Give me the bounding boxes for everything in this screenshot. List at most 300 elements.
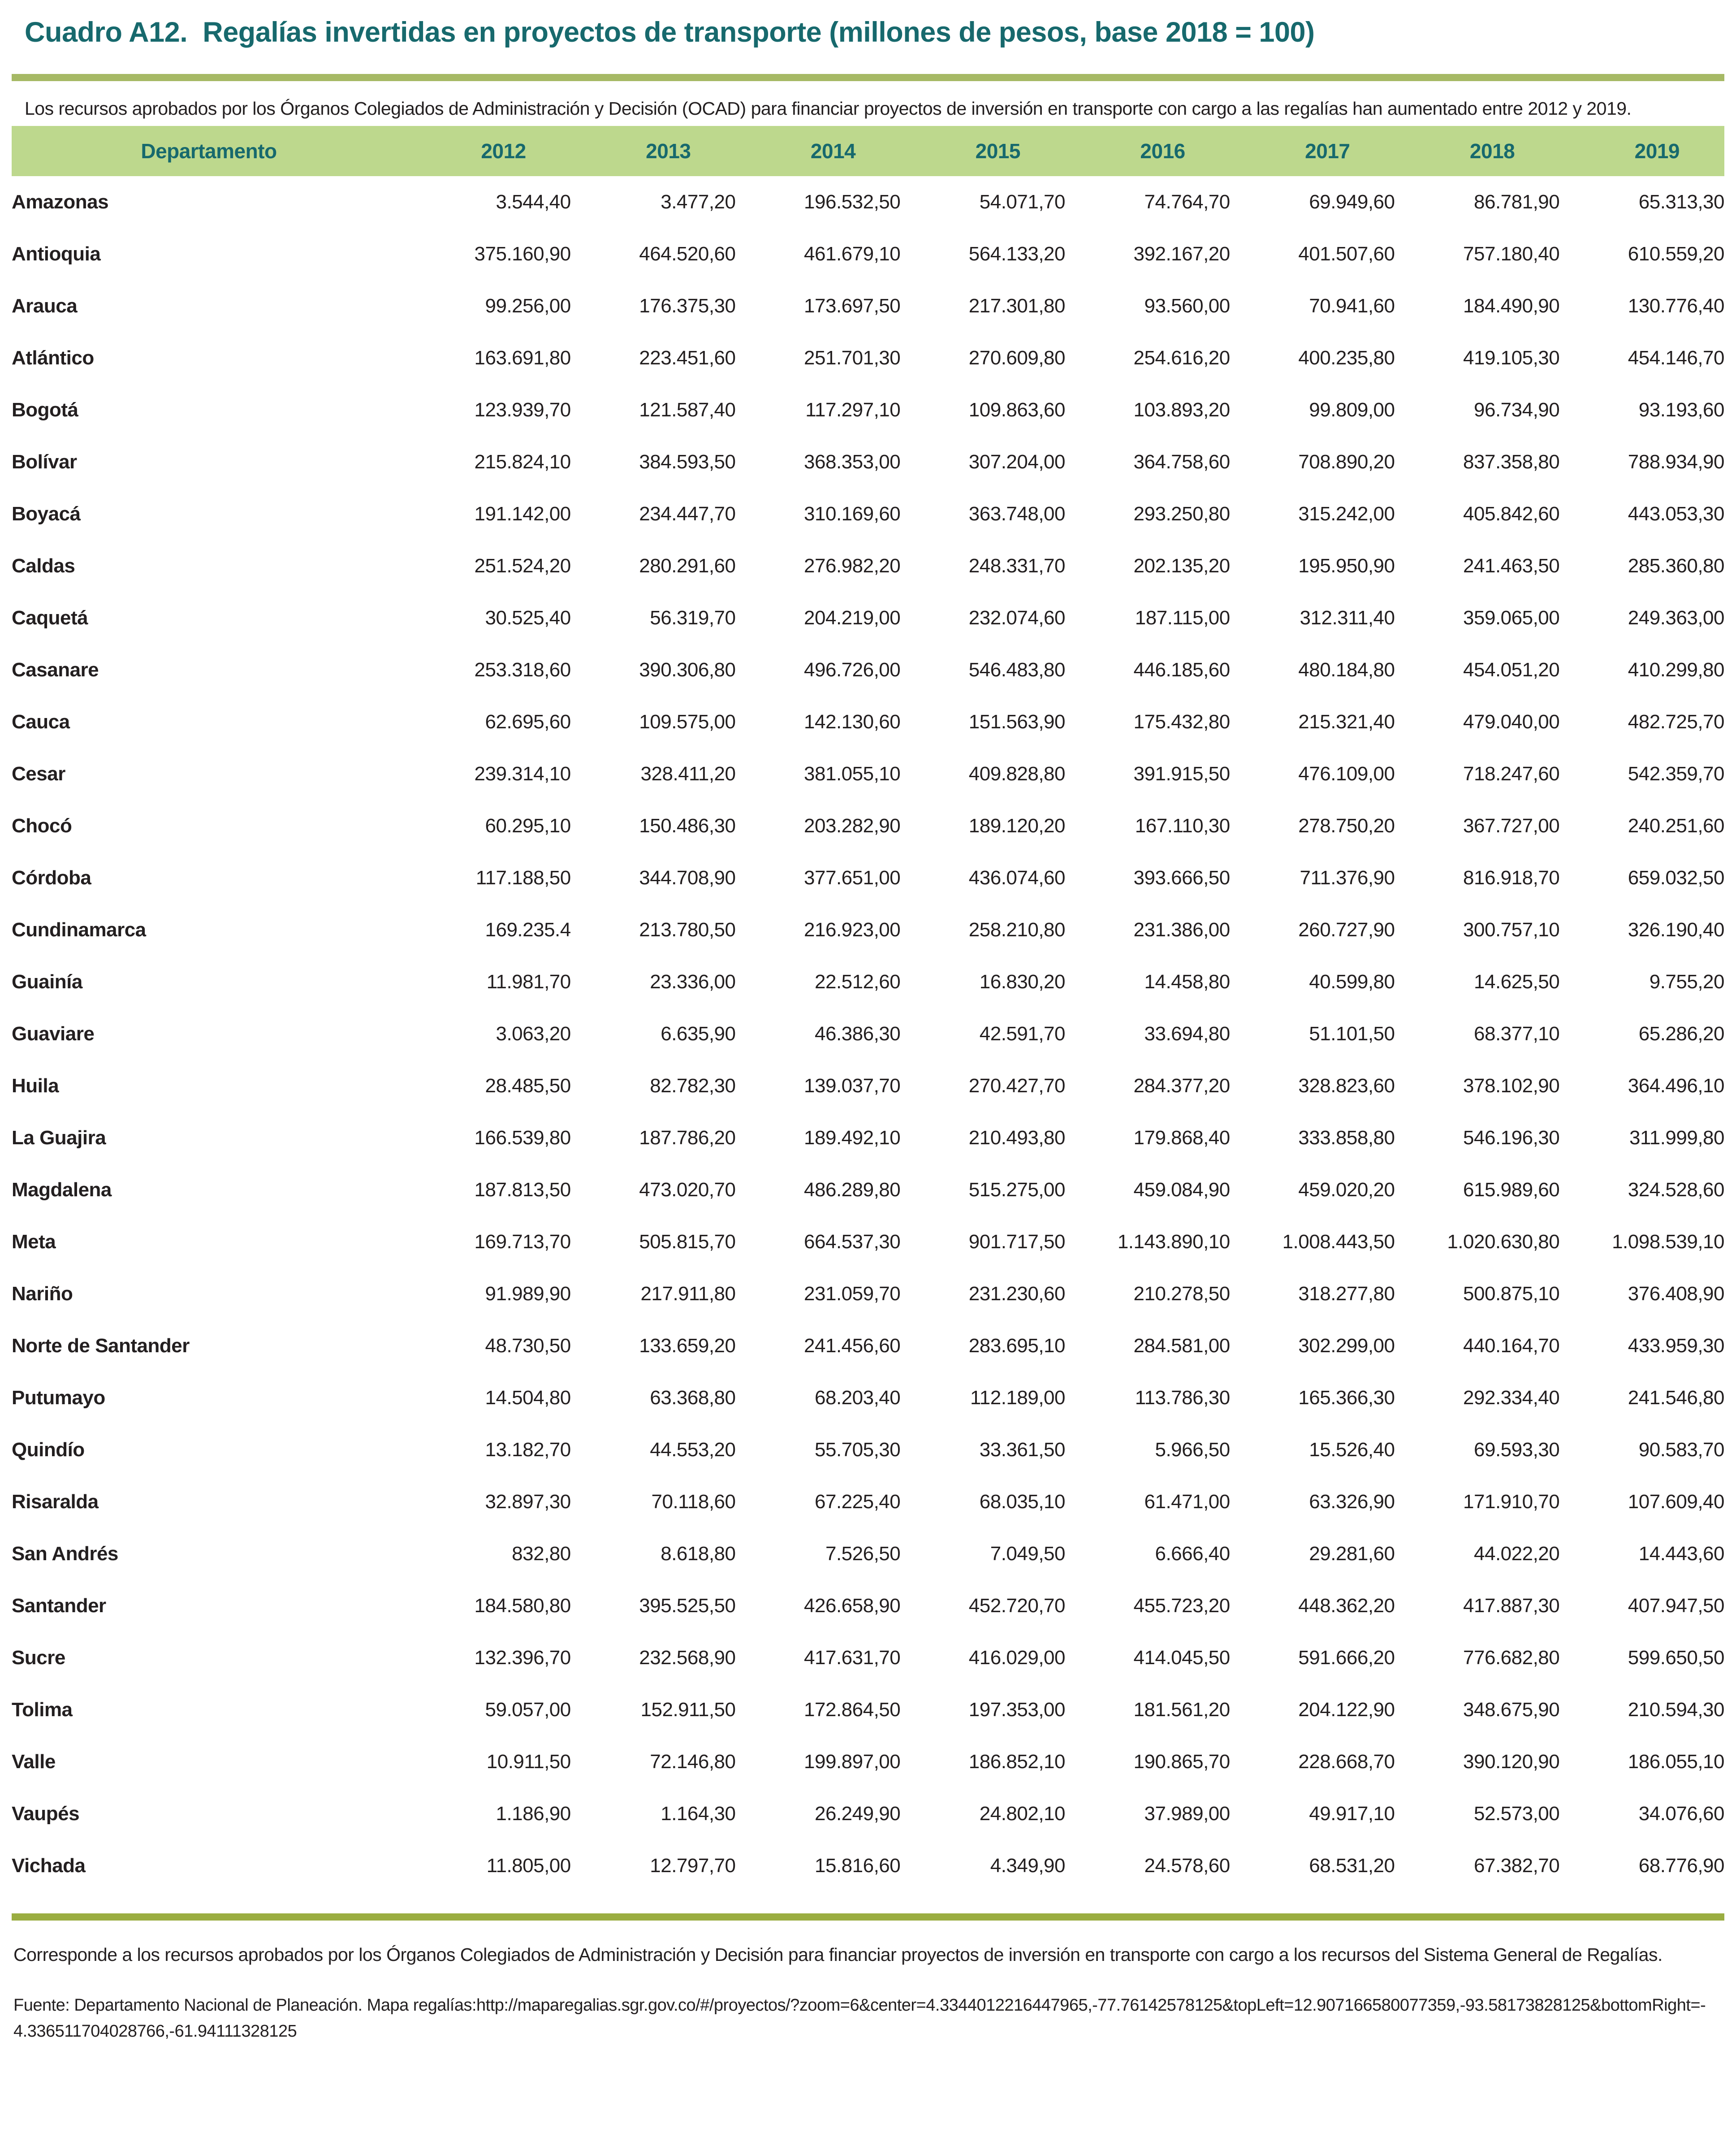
value-cell: 204.219,00 xyxy=(804,607,901,629)
value-cell: 107.609,40 xyxy=(1628,1491,1724,1513)
table-row xyxy=(12,228,1724,280)
value-cell: 344.708,90 xyxy=(639,867,736,889)
value-cell: 599.650,50 xyxy=(1628,1647,1724,1669)
value-cell: 49.917,10 xyxy=(1309,1803,1395,1825)
value-cell: 11.981,70 xyxy=(486,971,571,993)
value-cell: 496.726,00 xyxy=(804,659,901,681)
value-cell: 258.210,80 xyxy=(968,919,1065,941)
value-cell: 433.959,30 xyxy=(1628,1335,1724,1357)
value-cell: 448.362,20 xyxy=(1298,1595,1395,1617)
value-cell: 103.893,20 xyxy=(1133,399,1230,421)
value-cell: 22.512,60 xyxy=(815,971,901,993)
value-cell: 54.071,70 xyxy=(979,191,1065,213)
value-cell: 169.713,70 xyxy=(474,1231,571,1253)
department-name: Cauca xyxy=(12,711,70,733)
value-cell: 37.989,00 xyxy=(1144,1803,1230,1825)
value-cell: 82.782,30 xyxy=(650,1075,736,1097)
value-cell: 61.471,00 xyxy=(1144,1491,1230,1513)
value-cell: 195.950,90 xyxy=(1298,555,1395,577)
value-cell: 452.720,70 xyxy=(968,1595,1065,1617)
value-cell: 29.281,60 xyxy=(1309,1543,1395,1565)
value-cell: 166.539,80 xyxy=(474,1127,571,1149)
value-cell: 367.727,00 xyxy=(1463,815,1560,837)
value-cell: 210.278,50 xyxy=(1133,1283,1230,1305)
value-cell: 130.776,40 xyxy=(1628,295,1724,317)
value-cell: 133.659,20 xyxy=(639,1335,736,1357)
value-cell: 901.717,50 xyxy=(968,1231,1065,1253)
value-cell: 213.780,50 xyxy=(639,919,736,941)
value-cell: 391.915,50 xyxy=(1133,763,1230,785)
value-cell: 91.989,90 xyxy=(485,1283,571,1305)
value-cell: 74.764,70 xyxy=(1144,191,1230,213)
value-cell: 232.568,90 xyxy=(639,1647,736,1669)
value-cell: 293.250,80 xyxy=(1133,503,1230,525)
value-cell: 285.360,80 xyxy=(1628,555,1724,577)
value-cell: 187.813,50 xyxy=(474,1179,571,1201)
column-header-2012: 2012 xyxy=(406,126,571,176)
value-cell: 3.544,40 xyxy=(496,191,571,213)
value-cell: 16.830,20 xyxy=(979,971,1065,993)
department-name: Tolima xyxy=(12,1699,73,1721)
value-cell: 139.037,70 xyxy=(804,1075,901,1097)
value-cell: 414.045,50 xyxy=(1133,1647,1230,1669)
value-cell: 392.167,20 xyxy=(1133,243,1230,265)
table-note: Corresponde a los recursos aprobados por los Órganos Colegiados de Administración y Decisión para financiar proyectos de inversión en transporte con cargo a los recursos del Sistema General de Regalías. xyxy=(13,1944,1663,1965)
header-row xyxy=(12,126,1724,176)
value-cell: 711.376,90 xyxy=(1300,867,1395,889)
value-cell: 70.941,60 xyxy=(1309,295,1395,317)
value-cell: 377.651,00 xyxy=(804,867,901,889)
value-cell: 1.164,30 xyxy=(661,1803,736,1825)
value-cell: 249.363,00 xyxy=(1628,607,1724,629)
value-cell: 199.897,00 xyxy=(804,1751,901,1773)
value-cell: 7.049,50 xyxy=(990,1543,1065,1565)
value-cell: 172.864,50 xyxy=(804,1699,901,1721)
department-name: Arauca xyxy=(12,295,78,317)
value-cell: 8.618,80 xyxy=(661,1543,736,1565)
value-cell: 165.366,30 xyxy=(1298,1387,1395,1409)
table-row xyxy=(12,1320,1724,1372)
table-row xyxy=(12,1060,1724,1112)
table-row xyxy=(12,956,1724,1008)
value-cell: 480.184,80 xyxy=(1298,659,1395,681)
value-cell: 34.076,60 xyxy=(1638,1803,1724,1825)
table-row xyxy=(12,1528,1724,1580)
table-row xyxy=(12,748,1724,800)
value-cell: 324.528,60 xyxy=(1628,1179,1724,1201)
value-cell: 1.186,90 xyxy=(496,1803,571,1825)
value-cell: 204.122,90 xyxy=(1298,1699,1395,1721)
value-cell: 167.110,30 xyxy=(1135,815,1230,837)
value-cell: 708.890,20 xyxy=(1298,451,1395,473)
table-row xyxy=(12,1372,1724,1424)
value-cell: 1.143.890,10 xyxy=(1117,1231,1230,1253)
value-cell: 60.295,10 xyxy=(485,815,571,837)
value-cell: 117.188,50 xyxy=(475,867,571,889)
value-cell: 14.504,80 xyxy=(485,1387,571,1409)
column-header-2013: 2013 xyxy=(571,126,736,176)
value-cell: 14.625,50 xyxy=(1474,971,1560,993)
value-cell: 333.858,80 xyxy=(1298,1127,1395,1149)
value-cell: 215.824,10 xyxy=(474,451,571,473)
value-cell: 363.748,00 xyxy=(968,503,1065,525)
department-name: Bolívar xyxy=(12,451,77,473)
value-cell: 464.520,60 xyxy=(639,243,736,265)
value-cell: 3.477,20 xyxy=(661,191,736,213)
department-name: Atlántico xyxy=(12,347,94,369)
value-cell: 459.084,90 xyxy=(1133,1179,1230,1201)
value-cell: 48.730,50 xyxy=(485,1335,571,1357)
department-name: Guaviare xyxy=(12,1023,95,1045)
value-cell: 410.299,80 xyxy=(1628,659,1724,681)
table-row xyxy=(12,696,1724,748)
value-cell: 196.532,50 xyxy=(804,191,901,213)
value-cell: 68.776,90 xyxy=(1638,1855,1724,1877)
table-row xyxy=(12,644,1724,696)
value-cell: 542.359,70 xyxy=(1628,763,1724,785)
table-row xyxy=(12,1788,1724,1840)
value-cell: 1.020.630,80 xyxy=(1447,1231,1560,1253)
value-cell: 179.868,40 xyxy=(1133,1127,1230,1149)
table-row xyxy=(12,592,1724,644)
value-cell: 405.842,60 xyxy=(1463,503,1560,525)
department-name: Boyacá xyxy=(12,503,81,525)
table-row xyxy=(12,1840,1724,1892)
department-name: Putumayo xyxy=(12,1387,105,1409)
column-header-2018: 2018 xyxy=(1395,126,1560,176)
value-cell: 395.525,50 xyxy=(639,1595,736,1617)
value-cell: 186.852,10 xyxy=(968,1751,1065,1773)
value-cell: 757.180,40 xyxy=(1463,243,1560,265)
value-cell: 86.781,90 xyxy=(1474,191,1560,213)
value-cell: 251.701,30 xyxy=(804,347,901,369)
value-cell: 9.755,20 xyxy=(1649,971,1724,993)
value-cell: 13.182,70 xyxy=(485,1439,571,1461)
value-cell: 459.020,20 xyxy=(1298,1179,1395,1201)
value-cell: 454.146,70 xyxy=(1628,347,1724,369)
value-cell: 231.059,70 xyxy=(804,1283,901,1305)
department-name: Bogotá xyxy=(12,399,78,421)
value-cell: 615.989,60 xyxy=(1463,1179,1560,1201)
department-name: Caldas xyxy=(12,555,75,577)
value-cell: 67.382,70 xyxy=(1474,1855,1560,1877)
value-cell: 68.035,10 xyxy=(979,1491,1065,1513)
value-cell: 376.408,90 xyxy=(1628,1283,1724,1305)
value-cell: 63.326,90 xyxy=(1309,1491,1395,1513)
value-cell: 210.594,30 xyxy=(1628,1699,1724,1721)
source-text: Fuente: Departamento Nacional de Planeación. Mapa regalías:http://maparegalias.sgr.gov.co/#/proyectos/?zoom=6&center=4.3344012216447965,-77.76142578125&topLeft=12.907166580077359,-93.58173828125&bottomRight=-4.336511704028766,-61.94111328125 xyxy=(13,1996,1706,2041)
value-cell: 409.828,80 xyxy=(968,763,1065,785)
value-cell: 176.375,30 xyxy=(639,295,736,317)
department-name: Santander xyxy=(12,1595,106,1617)
value-cell: 461.679,10 xyxy=(804,243,901,265)
value-cell: 46.386,30 xyxy=(815,1023,901,1045)
value-cell: 123.939,70 xyxy=(474,399,571,421)
value-cell: 42.591,70 xyxy=(979,1023,1065,1045)
value-cell: 67.225,40 xyxy=(815,1491,901,1513)
department-name: Huila xyxy=(12,1075,59,1097)
department-name: Guainía xyxy=(12,971,82,993)
value-cell: 310.169,60 xyxy=(804,503,901,525)
table-row xyxy=(12,1268,1724,1320)
value-cell: 216.923,00 xyxy=(804,919,901,941)
value-cell: 1.098.539,10 xyxy=(1612,1231,1724,1253)
value-cell: 55.705,30 xyxy=(815,1439,901,1461)
value-cell: 280.291,60 xyxy=(639,555,736,577)
department-name: Vaupés xyxy=(12,1803,80,1825)
value-cell: 197.353,00 xyxy=(968,1699,1065,1721)
value-cell: 328.411,20 xyxy=(640,763,736,785)
value-cell: 300.757,10 xyxy=(1463,919,1560,941)
value-cell: 40.599,80 xyxy=(1309,971,1395,993)
value-cell: 163.691,80 xyxy=(474,347,571,369)
value-cell: 72.146,80 xyxy=(650,1751,736,1773)
value-cell: 113.786,30 xyxy=(1135,1387,1230,1409)
table-row xyxy=(12,176,1724,228)
table-row xyxy=(12,1476,1724,1528)
value-cell: 401.507,60 xyxy=(1298,243,1395,265)
department-name: Antioquia xyxy=(12,243,101,265)
value-cell: 181.561,20 xyxy=(1133,1699,1230,1721)
value-cell: 112.189,00 xyxy=(970,1387,1065,1409)
value-cell: 407.947,50 xyxy=(1628,1595,1724,1617)
value-cell: 482.725,70 xyxy=(1628,711,1724,733)
value-cell: 189.120,20 xyxy=(968,815,1065,837)
department-name: Caquetá xyxy=(12,607,88,629)
value-cell: 93.193,60 xyxy=(1638,399,1724,421)
table-row xyxy=(12,332,1724,384)
value-cell: 251.524,20 xyxy=(474,555,571,577)
column-header-departamento: Departamento xyxy=(12,126,406,176)
table-row xyxy=(12,1112,1724,1164)
value-cell: 69.593,30 xyxy=(1474,1439,1560,1461)
value-cell: 1.008.443,50 xyxy=(1282,1231,1395,1253)
table-row xyxy=(12,280,1724,332)
value-cell: 326.190,40 xyxy=(1628,919,1724,941)
value-cell: 479.040,00 xyxy=(1463,711,1560,733)
value-cell: 231.230,60 xyxy=(968,1283,1065,1305)
value-cell: 12.797,70 xyxy=(650,1855,736,1877)
value-cell: 44.553,20 xyxy=(650,1439,736,1461)
value-cell: 378.102,90 xyxy=(1463,1075,1560,1097)
value-cell: 546.196,30 xyxy=(1463,1127,1560,1149)
value-cell: 203.282,90 xyxy=(804,815,901,837)
value-cell: 419.105,30 xyxy=(1463,347,1560,369)
value-cell: 68.377,10 xyxy=(1474,1023,1560,1045)
table-row xyxy=(12,852,1724,904)
value-cell: 454.051,20 xyxy=(1463,659,1560,681)
value-cell: 184.580,80 xyxy=(474,1595,571,1617)
regalias-transporte-table xyxy=(12,126,1724,1892)
value-cell: 239.314,10 xyxy=(474,763,571,785)
value-cell: 190.865,70 xyxy=(1133,1751,1230,1773)
value-cell: 151.563,90 xyxy=(968,711,1065,733)
table-bottom-rule xyxy=(12,1913,1724,1921)
value-cell: 15.526,40 xyxy=(1309,1439,1395,1461)
value-cell: 253.318,60 xyxy=(474,659,571,681)
value-cell: 284.377,20 xyxy=(1133,1075,1230,1097)
value-cell: 381.055,10 xyxy=(804,763,901,785)
value-cell: 24.578,60 xyxy=(1144,1855,1230,1877)
value-cell: 440.164,70 xyxy=(1463,1335,1560,1357)
value-cell: 10.911,50 xyxy=(486,1751,571,1773)
value-cell: 426.658,90 xyxy=(804,1595,901,1617)
document-page xyxy=(0,15,1736,2133)
value-cell: 11.805,00 xyxy=(486,1855,571,1877)
department-name: Norte de Santander xyxy=(12,1335,190,1357)
department-name: San Andrés xyxy=(12,1543,118,1565)
value-cell: 311.999,80 xyxy=(1629,1127,1724,1149)
value-cell: 364.496,10 xyxy=(1628,1075,1724,1097)
value-cell: 117.297,10 xyxy=(805,399,901,421)
value-cell: 348.675,90 xyxy=(1463,1699,1560,1721)
value-cell: 65.286,20 xyxy=(1638,1023,1724,1045)
table-body xyxy=(12,176,1724,1892)
value-cell: 59.057,00 xyxy=(485,1699,571,1721)
table-row xyxy=(12,1684,1724,1736)
value-cell: 69.949,60 xyxy=(1309,191,1395,213)
table-row xyxy=(12,384,1724,436)
value-cell: 318.277,80 xyxy=(1298,1283,1395,1305)
table-row xyxy=(12,1216,1724,1268)
value-cell: 283.695,10 xyxy=(968,1335,1065,1357)
value-cell: 564.133,20 xyxy=(968,243,1065,265)
value-cell: 7.526,50 xyxy=(825,1543,901,1565)
value-cell: 417.887,30 xyxy=(1463,1595,1560,1617)
value-cell: 610.559,20 xyxy=(1628,243,1724,265)
department-name: Amazonas xyxy=(12,191,109,213)
department-name: Chocó xyxy=(12,815,72,837)
value-cell: 93.560,00 xyxy=(1144,295,1230,317)
title-rule xyxy=(12,74,1724,81)
value-cell: 173.697,50 xyxy=(804,295,901,317)
column-header-2014: 2014 xyxy=(736,126,901,176)
value-cell: 99.809,00 xyxy=(1309,399,1395,421)
value-cell: 248.331,70 xyxy=(968,555,1065,577)
value-cell: 302.299,00 xyxy=(1298,1335,1395,1357)
value-cell: 23.336,00 xyxy=(650,971,736,993)
value-cell: 109.863,60 xyxy=(968,399,1065,421)
value-cell: 270.609,80 xyxy=(968,347,1065,369)
value-cell: 718.247,60 xyxy=(1463,763,1560,785)
value-cell: 109.575,00 xyxy=(639,711,736,733)
value-cell: 278.750,20 xyxy=(1298,815,1395,837)
department-name: Risaralda xyxy=(12,1491,99,1513)
value-cell: 56.319,70 xyxy=(650,607,736,629)
value-cell: 359.065,00 xyxy=(1463,607,1560,629)
value-cell: 4.349,90 xyxy=(990,1855,1065,1877)
value-cell: 175.432,80 xyxy=(1133,711,1230,733)
value-cell: 241.456,60 xyxy=(804,1335,901,1357)
value-cell: 169.235.4 xyxy=(485,919,571,941)
value-cell: 132.396,70 xyxy=(474,1647,571,1669)
value-cell: 307.204,00 xyxy=(968,451,1065,473)
value-cell: 292.334,40 xyxy=(1463,1387,1560,1409)
value-cell: 70.118,60 xyxy=(651,1491,736,1513)
value-cell: 150.486,30 xyxy=(639,815,736,837)
table-row xyxy=(12,1008,1724,1060)
value-cell: 44.022,20 xyxy=(1474,1543,1560,1565)
value-cell: 375.160,90 xyxy=(474,243,571,265)
table-row xyxy=(12,800,1724,852)
value-cell: 240.251,60 xyxy=(1628,815,1724,837)
value-cell: 6.635,90 xyxy=(661,1023,736,1045)
value-cell: 816.918,70 xyxy=(1463,867,1560,889)
value-cell: 24.802,10 xyxy=(979,1803,1065,1825)
value-cell: 62.695,60 xyxy=(485,711,571,733)
department-name: Cesar xyxy=(12,763,65,785)
value-cell: 121.587,40 xyxy=(639,399,736,421)
value-cell: 328.823,60 xyxy=(1298,1075,1395,1097)
value-cell: 515.275,00 xyxy=(968,1179,1065,1201)
value-cell: 3.063,20 xyxy=(496,1023,571,1045)
value-cell: 215.321,40 xyxy=(1298,711,1395,733)
department-name: La Guajira xyxy=(12,1127,106,1149)
value-cell: 171.910,70 xyxy=(1463,1491,1560,1513)
table-title: Cuadro A12. Regalías invertidas en proyectos de transporte (millones de pesos, base 2018 = 100) xyxy=(25,17,1315,48)
department-name: Cundinamarca xyxy=(12,919,146,941)
value-cell: 52.573,00 xyxy=(1474,1803,1560,1825)
value-cell: 15.816,60 xyxy=(815,1855,901,1877)
value-cell: 546.483,80 xyxy=(968,659,1065,681)
value-cell: 99.256,00 xyxy=(485,295,571,317)
department-name: Magdalena xyxy=(12,1179,112,1201)
table-row xyxy=(12,1580,1724,1632)
value-cell: 68.203,40 xyxy=(815,1387,901,1409)
column-header-2017: 2017 xyxy=(1230,126,1395,176)
value-cell: 284.581,00 xyxy=(1133,1335,1230,1357)
department-name: Casanare xyxy=(12,659,99,681)
value-cell: 6.666,40 xyxy=(1155,1543,1230,1565)
value-cell: 234.447,70 xyxy=(639,503,736,525)
value-cell: 270.427,70 xyxy=(968,1075,1065,1097)
value-cell: 187.115,00 xyxy=(1135,607,1230,629)
value-cell: 776.682,80 xyxy=(1463,1647,1560,1669)
column-header-2016: 2016 xyxy=(1065,126,1230,176)
value-cell: 184.490,90 xyxy=(1463,295,1560,317)
value-cell: 455.723,20 xyxy=(1133,1595,1230,1617)
value-cell: 191.142,00 xyxy=(474,503,571,525)
value-cell: 32.897,30 xyxy=(485,1491,571,1513)
value-cell: 142.130,60 xyxy=(804,711,901,733)
value-cell: 210.493,80 xyxy=(968,1127,1065,1149)
value-cell: 832,80 xyxy=(512,1543,571,1565)
value-cell: 260.727,90 xyxy=(1298,919,1395,941)
value-cell: 5.966,50 xyxy=(1155,1439,1230,1461)
value-cell: 63.368,80 xyxy=(650,1387,736,1409)
value-cell: 276.982,20 xyxy=(804,555,901,577)
department-name: Córdoba xyxy=(12,867,91,889)
value-cell: 28.485,50 xyxy=(485,1075,571,1097)
intro-paragraph: Los recursos aprobados por los Órganos Colegiados de Administración y Decisión (OCAD) para financiar proyectos de inversión en transporte con cargo a las regalías han aumentado entre 2012 y 2019. xyxy=(25,98,1632,119)
value-cell: 500.875,10 xyxy=(1463,1283,1560,1305)
value-cell: 417.631,70 xyxy=(804,1647,901,1669)
column-header-2015: 2015 xyxy=(900,126,1065,176)
value-cell: 186.055,10 xyxy=(1628,1751,1724,1773)
department-name: Vichada xyxy=(12,1855,86,1877)
value-cell: 217.301,80 xyxy=(968,295,1065,317)
value-cell: 390.306,80 xyxy=(639,659,736,681)
value-cell: 33.694,80 xyxy=(1144,1023,1230,1045)
value-cell: 96.734,90 xyxy=(1474,399,1560,421)
department-name: Nariño xyxy=(12,1283,73,1305)
value-cell: 393.666,50 xyxy=(1133,867,1230,889)
value-cell: 228.668,70 xyxy=(1298,1751,1395,1773)
table-row xyxy=(12,1424,1724,1476)
value-cell: 189.492,10 xyxy=(804,1127,901,1149)
value-cell: 68.531,20 xyxy=(1309,1855,1395,1877)
value-cell: 14.443,60 xyxy=(1638,1543,1724,1565)
